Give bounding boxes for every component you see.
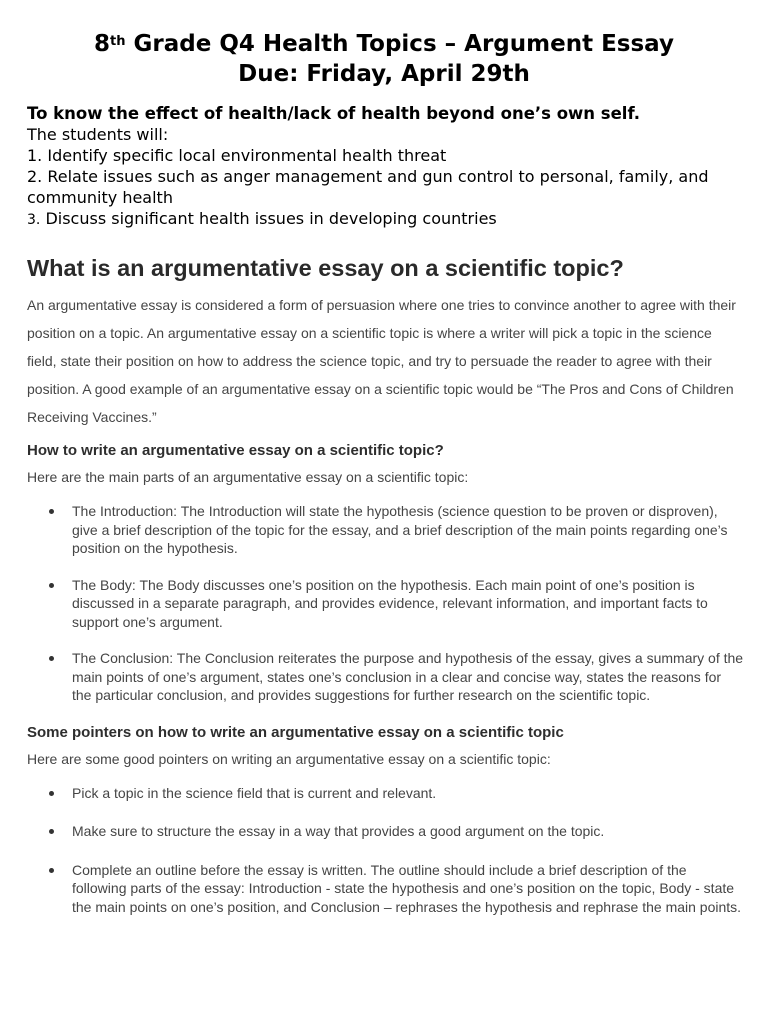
list-item: Complete an outline before the essay is written. The outline should include a brief description of the following parts of the essay: Introduction - state the hypothesis and one’s position on the topic, Body - state the main points on one’s position, and Conclusion – rephrases the hypothesis and rephrase the main points. (0, 861, 744, 917)
list-item: The Introduction: The Introduction will state the hypothesis (science question to be proven or disproven), give a brief description of the topic for the essay, and a brief description of the main points regarding one’s position on the hypothesis. (0, 502, 744, 558)
objective-goal: To know the effect of health/lack of health beyond one’s own self. (27, 104, 640, 123)
pointers-intro: Here are some good pointers on writing an argumentative essay on a scientific topic: (27, 750, 551, 767)
objectives-section (27, 103, 747, 231)
section-heading: What is an argumentative essay on a scientific topic? (27, 255, 624, 281)
due-date: Due: Friday, April 29th (238, 61, 530, 87)
definition-paragraph: An argumentative essay is considered a form of persuasion where one tries to convince another to agree with their position on a topic. An argumentative essay on a scientific topic is where a writer will pick a topic in the science field, state their position on how to address the science topic, and try to persuade the reader to agree with their position. A good example of an argumentative essay on a scientific topic would be “The Pros and Cons of Children Receiving Vaccines.” (27, 297, 736, 425)
subheading-how-to: How to write an argumentative essay on a scientific topic? (27, 442, 444, 459)
title-superscript: th (110, 34, 126, 49)
how-to-list (0, 502, 768, 705)
objective-lead: The students will: (27, 125, 169, 144)
objective-item: 3. Discuss significant health issues in developing countries (27, 209, 497, 228)
bullet-icon (49, 656, 54, 661)
bullet-icon (49, 829, 54, 834)
objective-item: 1. Identify specific local environmental health threat (27, 146, 447, 165)
objective-item: 2. Relate issues such as anger management and gun control to personal, family, and community health (27, 167, 709, 207)
list-item: The Body: The Body discusses one’s position on the hypothesis. Each main point of one’s position is discussed in a separate paragraph, and provides evidence, relevant information, and important facts to support one’s argument. (0, 576, 744, 632)
pointers-list (0, 784, 768, 917)
list-item: Pick a topic in the science field that is current and relevant. (0, 784, 744, 803)
list-item: The Conclusion: The Conclusion reiterates the purpose and hypothesis of the essay, gives a summary of the main points of one’s argument, states one’s conclusion in a clear and concise way, states the reasons for the particular conclusion, and provides suggestions for further research on the scientific topic. (0, 649, 744, 705)
bullet-icon (49, 868, 54, 873)
bullet-icon (49, 509, 54, 514)
subheading-pointers: Some pointers on how to write an argumentative essay on a scientific topic (27, 723, 564, 741)
page-title (0, 0, 768, 89)
how-to-intro: Here are the main parts of an argumentative essay on a scientific topic: (27, 469, 469, 485)
list-item: Make sure to structure the essay in a way that provides a good argument on the topic. (0, 822, 744, 841)
bullet-icon (49, 791, 54, 796)
title-line-1: 8th Grade Q4 Health Topics – Argument Essay (94, 31, 674, 57)
bullet-icon (49, 583, 54, 588)
